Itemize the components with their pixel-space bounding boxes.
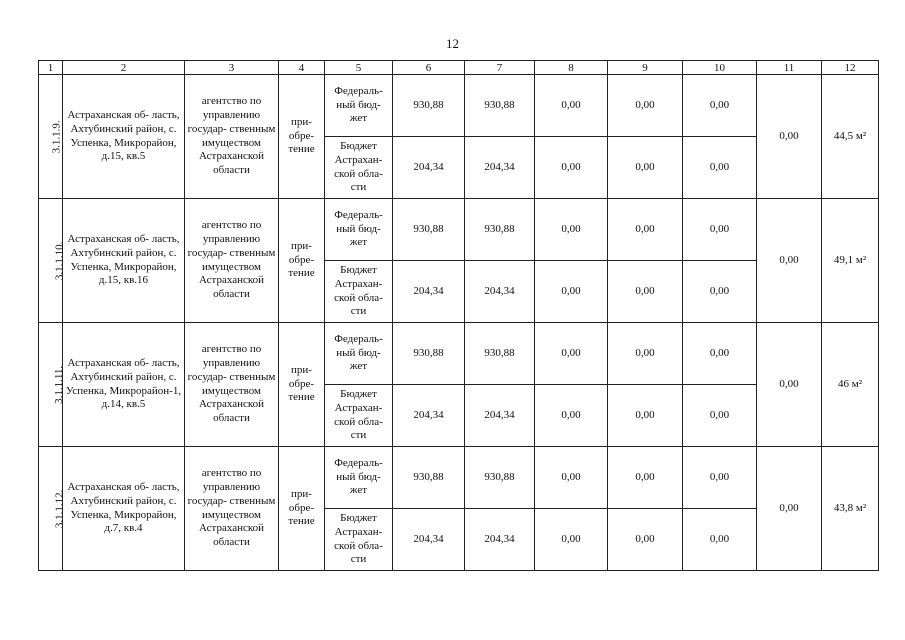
federal-value-cell: 930,88: [393, 323, 465, 385]
regional-budget-label: Бюджет Астрахан- ской обла- сти: [325, 509, 393, 571]
regional-budget-label: Бюджет Астрахан- ской обла- сти: [325, 261, 393, 323]
regional-value-cell: 0,00: [608, 509, 683, 571]
federal-value-cell: 930,88: [465, 447, 535, 509]
header-cell: 1: [39, 61, 63, 75]
federal-value-cell: 0,00: [683, 199, 757, 261]
agency-cell: агентство по управлению государ- ственным имуществом Астраханской области: [185, 447, 279, 571]
item-number-text: 3.1.1.11.: [53, 365, 66, 404]
header-cell: 2: [63, 61, 185, 75]
header-cell: 10: [683, 61, 757, 75]
table-row: [39, 75, 879, 137]
address-cell: Астраханская об- ласть, Ахтубинский район, с. Успенка, Микрорайон-1, д.14, кв.5: [63, 323, 185, 447]
property-table: [38, 60, 879, 571]
item-number: [39, 75, 63, 199]
agency-cell: агентство по управлению государ- ственным имуществом Астраханской области: [185, 323, 279, 447]
col11-cell: 0,00: [757, 199, 822, 323]
agency-cell: агентство по управлению государ- ственным имуществом Астраханской области: [185, 199, 279, 323]
item-number: [39, 199, 66, 323]
item-number-text: 3.1.1.12.: [53, 489, 66, 528]
regional-value-cell: 0,00: [535, 261, 608, 323]
header-cell: 3: [185, 61, 279, 75]
federal-budget-label: Федераль- ный бюд- жет: [325, 75, 393, 137]
table-row: [39, 199, 879, 261]
federal-value-cell: 0,00: [608, 199, 683, 261]
regional-value-cell: 204,34: [393, 385, 465, 447]
area-cell: 49,1 м²: [822, 199, 879, 323]
regional-budget-label: Бюджет Астрахан- ской обла- сти: [325, 137, 393, 199]
header-cell: 5: [325, 61, 393, 75]
area-cell: 44,5 м²: [822, 75, 879, 199]
item-number: [39, 323, 66, 447]
regional-value-cell: 204,34: [393, 509, 465, 571]
page-number: 12: [446, 36, 459, 51]
federal-value-cell: 0,00: [683, 447, 757, 509]
address-cell: Астраханская об- ласть, Ахтубинский район, с. Успенка, Микрорайон, д.15, кв.5: [63, 75, 185, 199]
federal-value-cell: 0,00: [535, 447, 608, 509]
header-cell: 7: [465, 61, 535, 75]
action-cell: при- обре- тение: [279, 199, 325, 323]
regional-value-cell: 204,34: [465, 385, 535, 447]
col11-cell: 0,00: [757, 447, 822, 571]
header-cell: 9: [608, 61, 683, 75]
regional-value-cell: 0,00: [608, 261, 683, 323]
federal-budget-label: Федераль- ный бюд- жет: [325, 323, 393, 385]
federal-value-cell: 930,88: [465, 323, 535, 385]
col11-cell: 0,00: [757, 75, 822, 199]
federal-budget-label: Федераль- ный бюд- жет: [325, 199, 393, 261]
regional-value-cell: 204,34: [465, 509, 535, 571]
regional-value-cell: 0,00: [535, 509, 608, 571]
regional-value-cell: 204,34: [393, 261, 465, 323]
item-number-text: 3.1.1.10.: [53, 241, 66, 280]
federal-value-cell: 0,00: [608, 447, 683, 509]
federal-value-cell: 0,00: [535, 323, 608, 385]
federal-value-cell: 930,88: [393, 75, 465, 137]
header-cell: 4: [279, 61, 325, 75]
regional-budget-label: Бюджет Астрахан- ской обла- сти: [325, 385, 393, 447]
header-cell: 8: [535, 61, 608, 75]
regional-value-cell: 0,00: [535, 137, 608, 199]
action-cell: при- обре- тение: [279, 447, 325, 571]
regional-value-cell: 0,00: [683, 385, 757, 447]
item-number-text: 3.1.1.9.: [50, 120, 63, 153]
federal-value-cell: 0,00: [608, 323, 683, 385]
address-cell: Астраханская об- ласть, Ахтубинский район, с. Успенка, Микрорайон, д.15, кв.16: [63, 199, 185, 323]
regional-value-cell: 204,34: [465, 261, 535, 323]
area-cell: 46 м²: [822, 323, 879, 447]
table-row: [39, 323, 879, 385]
header-cell: 12: [822, 61, 879, 75]
item-number: [39, 447, 66, 571]
federal-value-cell: 930,88: [393, 199, 465, 261]
regional-value-cell: 0,00: [535, 385, 608, 447]
federal-value-cell: 0,00: [608, 75, 683, 137]
regional-value-cell: 0,00: [683, 137, 757, 199]
federal-value-cell: 0,00: [683, 75, 757, 137]
col11-cell: 0,00: [757, 323, 822, 447]
header-cell: 6: [393, 61, 465, 75]
action-cell: при- обре- тение: [279, 75, 325, 199]
federal-value-cell: 930,88: [393, 447, 465, 509]
action-cell: при- обре- тение: [279, 323, 325, 447]
federal-value-cell: 930,88: [465, 199, 535, 261]
agency-cell: агентство по управлению государ- ственным имуществом Астраханской области: [185, 75, 279, 199]
regional-value-cell: 0,00: [608, 385, 683, 447]
table-row: [39, 447, 879, 509]
federal-value-cell: 0,00: [535, 75, 608, 137]
regional-value-cell: 0,00: [683, 509, 757, 571]
regional-value-cell: 204,34: [393, 137, 465, 199]
regional-value-cell: 0,00: [608, 137, 683, 199]
federal-value-cell: 0,00: [683, 323, 757, 385]
area-cell: 43,8 м²: [822, 447, 879, 571]
header-cell: 11: [757, 61, 822, 75]
header-row: [39, 61, 879, 75]
regional-value-cell: 204,34: [465, 137, 535, 199]
address-cell: Астраханская об- ласть, Ахтубинский район, с. Успенка, Микрорайон, д.7, кв.4: [63, 447, 185, 571]
federal-value-cell: 0,00: [535, 199, 608, 261]
regional-value-cell: 0,00: [683, 261, 757, 323]
federal-budget-label: Федераль- ный бюд- жет: [325, 447, 393, 509]
federal-value-cell: 930,88: [465, 75, 535, 137]
